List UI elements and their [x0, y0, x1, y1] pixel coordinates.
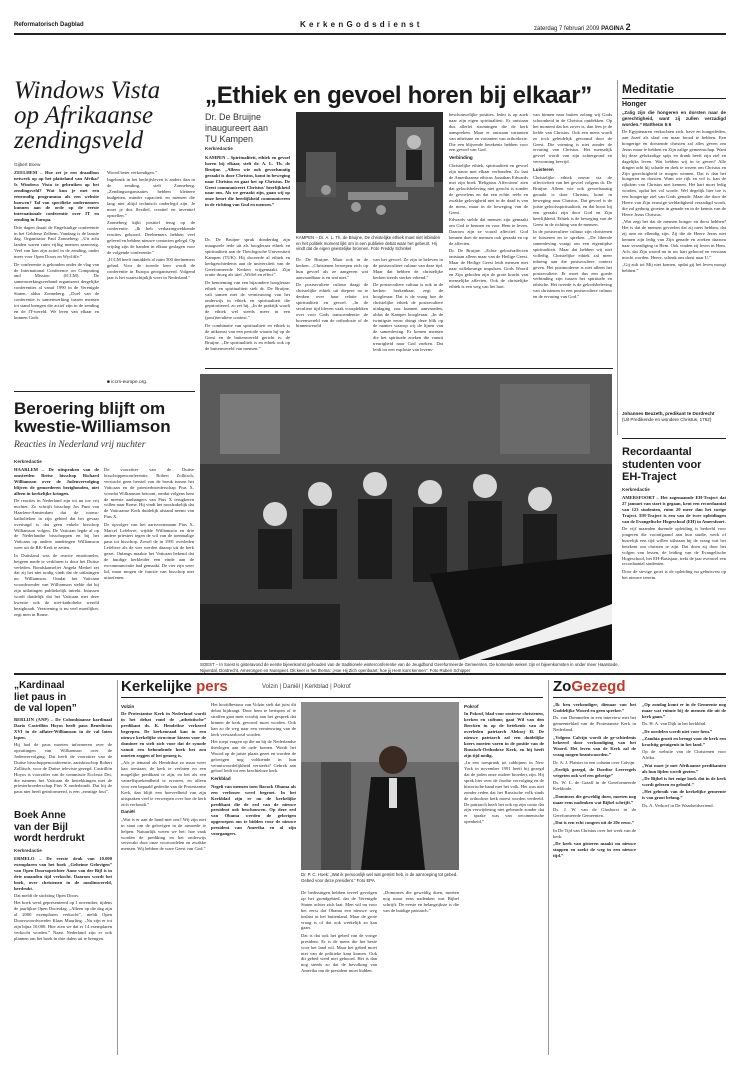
newspaper-name: Reformatorisch Dagblad	[14, 22, 84, 28]
vista-link[interactable]: ■ iccm-europe.org.	[107, 380, 148, 385]
meditatie-heading: Meditatie	[622, 82, 675, 96]
ethiek-headline: „Ethiek en gevoel horen bij elkaar”	[205, 82, 592, 109]
kardinaal-column: BERLIJN (ANP) – De Colombiaanse kardinaal Darío Castrillón Hoyos heeft paus Benedictus XVI in de affaire-Williamson in de val laten lopen. Hij had de paus moeten informeren over de opvattingen van Williamson over de Jodenvervolging. Dat heeft de voorzitter van de Duitse bisschoppenconferentie, aartsbisschop Robert Zollitsch, voor de Duitse televisie gezegd. Castrillón Hoyos is voorzitter van de commissie Ecclesia Dei, die namens het Vaticaan de betrekkingen met de priesterbroederschap Pius X onderhoudt. Dat hij de paus niet heeft geïnformeerd, is een „ernstige fout”.	[14, 717, 112, 795]
vista-title-line2: op Afrikaanse	[14, 102, 154, 129]
kampen-photo	[296, 112, 443, 233]
page-date: zaterdag 7 februari 2009 PAGINA 2	[534, 22, 631, 32]
kardinaal-headline: „Kardinaal liet paus in de val lopen”	[14, 680, 77, 714]
soest-photo	[200, 374, 612, 660]
subhead-volzin: Volzin	[121, 704, 135, 709]
zogezegd-column-1: „Ik ben verkondiger, dienaar van het Goddelijke Woord en geen spreker.” Ds. van Dommelen in een interview met het gemeenteblad van de Protestantse Kerk in Nederland. „Volgens Calvijn wordt de ge-schiedenis bekeerd door verkondiging van het Woord. Het leven van de Kerk zal de vraag mogen beantwoorden.” Dr. A. J. Plaisier in een column over Calvijn. „Eerlijk gezegd, de Dordtse Leerregels vergeten ook wel een gelovige” Ds. W. L. de Graaff in de Gereformeerde Kerkbode. „Dominees die geweldig doen, moeten nog maar eens nadenken wat Bijbel schrijft.” Ds. J. W. van de Glashorst in de Gereformeerde Gemeenten. „Dat is een echt congres uit de 20e eeuw.” In De Tijd van Christus over het werk van de kerk. „De kerk van gisteren maakt nu nieuwe stappen en zoekt de weg in een nieuwe tijd.”	[553, 702, 636, 858]
kerkelijke-pers-heading: Kerkelijke pers	[121, 678, 228, 695]
boek-kicker: Kerkredactie	[14, 848, 42, 853]
williamson-column-1: HAARLEM – De uitspraken van de omstreden Britse bisschop Richard Williamson over de Jodenvervolging blijven de gemoederen bezighouden, niet alleen in kerkelijke kringen. De reacties in Nederland zijn tot nu toe vrij nuchter. Zo schrijft bisschop Jos Punt van Haarlem-Amsterdam dat de rooms-katholieken in zijn gebied dat het gevaar overtuigd is dat geen enkele bisschop Williamson volgen. De Vaticaan legde al op de Nederlandse bisschoppen en bij het Vaticaan op andere aandringen Williamson weer uit de RK-Kerk te zetten. In Duitsland was de reactie emotioneler, hetgeen mede te verklaren is door het Duitse verleden. Bondskanselier Angela Merkel zei dat zij het niet nodig vindt dat de uitlatingen nu Williamson. Omdat het Vaticaan woordvoerder van Williamson stelde dat hij zijn uitlatingen publiekelijk intrekt. Intussen wordt duidelijk dat het Vaticaan met deze kwestie ook de niet-katholieke wereld bezighoudt. Verzoening is nu veel moeilijker, zegt men in Rome.	[14, 467, 99, 617]
meditatie-quote: „Zalig zijn die hongeren en dorsten naar de gerechtigheid, want zij zullen verzadigd worden.” Mattheüs 5:6	[622, 110, 726, 127]
subhead-verbinding: Verbinding	[449, 155, 473, 161]
kampen-caption: KAMPEN – Dr. A. L. Th. de Bruijne. De christelijke ethiek moet niet inbinden en het politiek moment lijkt om in een publieke debat waar het gebeurt. Hij vindt dat de eigen geestelijke bronnen. Foto Freddy Schinkel	[296, 235, 441, 251]
meditatie-subheading: Honger	[622, 101, 647, 108]
vista-column-1: ZEELHEM – Hoe zet je een draadloos netwerk op op het platteland van Afrika? Is Windows Vista te gebruiken op het zendingsveld? Wat kun je met een eenvoudig programma als een website bouwen? Tal van specifieke ondernemers kunnen aan de orde op de eerste internationale conferentie over IT en zending in Europa. Drie dagen draait de Engelstalige conferentie in het Geldersе Zelhem. Vandaag is de laatste dag. Organisator Paul Zonneberg: „Uit acht landen waren ruim vijftig mensen aanwezig. Veel van hen zijn actief in de zending, onder meer voor Open Doors en Wycliffe.” De conferentie is gehouden onder de vlag van de International Conference on Computing and Mission (ICCM). De samenwerkingsverband organiseert dergelijke conferenties al vanaf 1990 in de Verenigde Staten, aldus Zonneberg. „Doel van de conferentie is samenwerking tussen mensen tot stand brengen die actief zijn in de zending en de IT-wereld. We leren van elkaar en kunnen Gods	[14, 170, 99, 320]
meditatie-author: Johannes Beuzeth, predikant te Dordrecht (Uit Predikende en wondere Christus, 1752)	[622, 411, 715, 422]
ethiek-column-5: van binnen naar buiten zolang wij Gods schoonheid in de Christus ontdekken. Op het moment dat het zover is, dan lees je de liefde van Christus. Ook een mens wordt zo toch geleidelijk gevormd door de Geest. Die vorming is niet zonder de ervaring van Christus. Het menselijk gevoel wordt van zijn achtergrond en vervorming bevrijd. Luisteren Christelijke ethiek omvat via de affectiviteit van het gevoel volgens dr. De Bruijne. Alleen wie ook gevoelsmatig geraakt is door Christus, komt in beweging naar Christus. Dat gevoel is de juiste geloofsspiritualiteit, en dat hoort bij een geraakt zijn door God en Zijn heerlijkheid. Ethiek is de beweging van de Geest in de richting van de mensen. In de postseculiere cultuur zijn christenen te luisteren en te spreken. „De liberale samenleving vraagt om een eigentijdse spiritualiteit. Maar dat hebben wij niet volledig. Christelijke ethiek zal meer inbreng aan die postseculiere context geven. Het postmoderne is niet alleen het postseculiere. Er moet dus een goede verbinding zijn tussen het spirituele en ethische. Het tweede is de geloofsbeleving van christenen in een postseculiere cultuur en de ervaring van God.”	[533, 112, 612, 300]
subhead-kerkblad: Kerkblad	[211, 776, 231, 782]
vista-headline	[14, 78, 160, 153]
kp-column-3: De bedissingen hebben teveel gevolgen op het grondgebied, dat de Verenigde Staten achter zich laat. Men wil nu voor het eerst dat Obama een nieuwe weg inslaat in het buitenland. Maar de grote vraag is of dat ook werkelijk zo kan gaan. Dat is dat ook het gebed van de vorige president. Er is de mens die het beste voor het land wil. Maar het gebed moet niet van de politieke kant komen. Ook dit gebed werd niet gehoord. Het is dan nog steeds zo dat de bevolking van Amerika om de president moet bidden.	[301, 890, 377, 974]
ethiek-kicker: Kerkredactie	[205, 146, 233, 151]
vista-lead: ZEELHEM – Hoe zet je een draadloos netwerk op op het platteland van Afrika? Is Windows Vista te gebruiken op het zendingsveld? Wat kun je met een eenvoudig programma als een website bouwen? Tal van specifieke ondernemers kunnen aan de orde op de eerste internationale conferentie over IT en zending in Europa.	[14, 170, 99, 223]
eh-column: AMERSFOORT – Het zogenaamde EH-Traject dat 27 januari van start is gegaan, kent een recordaantal van 123 studenten, ruim 20 meer dan het vorige Traject. EH-Traject is een van de twee opleidingen van de Evangelische Hogeschool (EH) in Amersfoort. De vijf maanden durende opleiding is bedoeld voor jongeren die voorafgaand aan hun studie, werk of huwelijk een tijd willen stilstaan bij de vraag wat het betekent om christen te zijn. Dat doen zij door het volgen van lessen, de leiding van de Evangelische Hogeschool, het EH-Basisjaar, trekt de jaar evenwel een recordaantal studenten. Door de stevige groei is de opleiding nu gehuisvest op het nieuwe terrein.	[622, 495, 726, 580]
vista-title-line1: Windows Vista	[14, 77, 161, 104]
kp-column-1: Volzin De Protestantse Kerk in Nederland wordt in het debat rond de „atheïstische” predikant ds. K. Hendrikse verkeerd begrepen. De kerkenraad kan in een nieuwe kerkelijke structuur kiezen voor de dominee en stelt zich voor dat de synode vanuit een behoudende hoek het zou moeten zeggen of het genoeg is. „Als je iemand als Hendrikse zo maar weer kan toestaan, de kerk te verlaten en een mogelijke predikant te zijn, en het als een vanzelfsprekendheid te ervaren, en alleen voor een bepaald gedeelte van de Protestantse Kerk, dan blijft een hoeveelheid van zijn uitspraken veel te verwerpen over hoe de kerk zich verhoudt.” Daniël „Wat is er aan de hand met ons? Wij zijn niet in staat om de gelovigen in de armoede te helpen. Natuurlijk weten we het: hoe vaak worden de prediking en het onderwijs verzwakt door onze vooroordelen en zwakke mensen. Wij hebben de ware Geest van God.”	[121, 704, 206, 852]
zogezegd-column-2: „Op zondag komt er in de Gemeente nog maar wat ruimte bij de mensen die uit de kerk gaan.” Ds. H. A. van Dijk in het kerkblad. „De oordelen wordt niet voor hem.” „Zambia groeit en brengt voor de kerk een krachtig getuigenis in het land.” Op de website van de Christenen voor Afrika. „Wat moet je met Afrikaanse predikanten als hun lijden wordt gezien.” „De Bijbel is het enige boek dat in de kerk wordt gelezen en geloofd.” „Het gebruik van de kerkelijke gemeente is van groot belang.” Ds. A. Verhoef in De Waarheidsvriend.	[642, 702, 726, 808]
boek-column: ERMELO – De eerste druk van 10.000 exemplaren van het boek „Geheime Gelovigen” van Open Doorsoprichter Anne van der Bijl is in drie maanden tijd verkocht. Daarom wordt het boek, over christenen in de moslimwereld, herdrukt. Dat meldt de stichting Open Doors. Het boek werd gepresenteerd op 1 november, tijdens de jaarlijkse Open Doorsdag. „Alleen op die dag zijn al 2000 exemplaren verkocht”, meldt Open Doorswoordvoerder Klaas Muurling. „Nu zijn er tot zijn bijna 10.000. Hier zien we dat er 14 exemplaren verkocht worden.” Naast Nederland zijn er ook plannen om het boek in drie dalen uit te brengen.	[14, 856, 112, 941]
williamson-headline: Beroering blijft om kwestie-Williamson	[14, 399, 171, 436]
ethiek-column-4: beschouwelijke posities. Ieder is op zoek naar zijn eigen spiritualiteit. Er ontstaan dus allerlei stromingen die de kerk aanspreken. Maar er ontstaan varianten van atheïsme en varianten van orthodoxie. Die een blijvende betekenis hebben voor een gevoel van God. Verbinding Christelijke ethiek, spiritualiteit en gevoel zijn nauw met elkaar verbonden. Zo laat de Amerikaanse ethicus Jonathan Edwards met zijn boek 'Religious Affections' zien dat geloofsbeleving niet gericht is zonder de gevoelens en dat een echte, reële en zwakke gelovigheid niet in de daad is van de mens, maar in de beweging van de Geest. Edwards stelde dat mensen zijn gemaakt om God te kennen en voor Hem te leven. Daarom zijn ze vooral affectief. God kennen doet de mensen ook geraakt en op de affecten. Dr. De Bruijne. „Echte geloofsaffecten ontstaan alleen maar van de Heilige Geest. Maar de Heilige Geest leidt mensen niet naar willekeurige impulsen. Gods Woord en Zijn geboden zijn de grote kracht van menselijke affecten. Ook de christelijke ethiek is een weg van het hart.	[449, 112, 528, 289]
lecture-hall-illustration	[296, 112, 443, 233]
williamson-column-2: De voorzitter van de Duitse bisschoppenconferentie, Robert Zollitsch, verwacht geen herstel van de breuk tussen het Vaticaan en de priesterbroederschap Pius X, voordat Williamson betoont, omdat volgens hem de meeste aanhangers van Pius X terugkeren willen naar Rome. Hij vindt het noodzakelijk dat de Vaticaanse Kerk duidelijk afstand neemt van Pius X. De opvolger van het aartsvormnaam Pius X, Marcel Lefebvre, wijdde Williamson en drie andere priesters tegen de wil van de toenmalige paus tot bisschop. Zowel de in 1991 overleden Lefebvre als de vier werden daarop uit de kerk gezet. Onlangs maakte het Vaticaan bekend dat de huidige kerkleider een einde aan de excommunicatie had gemaakt. De vier zijn weer lid, maar mogen de functie van bisschop niet uitoefenen.	[104, 467, 194, 580]
eh-headline: Recordaantal studenten voor EH-Traject	[622, 446, 702, 483]
ethiek-column-3: van het gevoel. Ze zijn te beleven in de postseculiere cultuur van deze tijd. Maar dat hebben de christelijke kerken steeds sterker erkend.” De postseculiere cultuur is ook in de kerken herkenbaar, zegt de hoogleraar. Dat is de vraag hoe de christelijke ethiek de postseculiere uitdaging zou kunnen aanvaarden, aldus de Kamper hoogleraar. „In de twintigste eeuw dringt deze blik op de manier waarop wij de lijnen van de samenleving. Er komen mensen die het spirituele zoeken die vanuit treurigheid naar God zoeken. Dat leidt tot een explosie van levens-	[373, 257, 443, 353]
ethiek-subheadline: Dr. De Bruijne inaugureert aan TU Kampen	[205, 112, 269, 144]
soest-caption: SOEST – In Soest is gisteravond de eerste bijeenkomst gehouden van de traditionele winterconferentie van de Jeugdbond Gereformeerde Gemeenten. De komende weken zijn er bijeenkomsten in onder meer Haarstede, Nijverdal, Dordrecht, Amerongen en Nunspeet. Dit keer is het thema: „Hoe Hij Zich openbaart; hoe jij Hem kunt kennen”. Foto Ruben Schipper	[200, 662, 619, 673]
kerkelijke-sources: Volzin | Daniël | Kerkblad | Pokrof	[262, 684, 351, 690]
ethiek-column-2: Dr. De Bruijne. Maar ook in de kerken. „Christenen beroepen zich op hun gevoel als ze aangeven wat aanvaardbaar is en wat niet.” De postseculiere cultuur daagt de christelijke ethiek uit diepere na te denken over haar relatie tot spiritualiteit en gevoel. „In de seculiere tijd bleven vaak voorplekken over voor Gods transcendentie: de bovenwereld van de orthodoxie of de binnenwereld	[296, 257, 368, 329]
president-portrait-illustration	[301, 702, 459, 870]
header-rule	[14, 33, 726, 35]
vista-byline: Gijbert Boew	[14, 162, 41, 167]
vista-title-line3: zendingsveld	[14, 127, 144, 154]
kp-column-5: Pokrof In Pokrof, blad voor oosterse christenen, kerken en cultuur, gaat Wil van den Bercken in op de betekenis van de overleden patriarch Aleksej II. De nieuwe patriarch zal een duidelijke koers moeten varen in de positie van de Russisch-Orthodoxe Kerk, en hij heeft zijn tijd nodig. „In een toespraak tot rabbijnen in New York in november 1991 heeft hij gezegd dat de joden onze oudere broeders zijn. Hij sprak hier over de Joodse vervolging en de historische band met het volk. Het was niet zonder reden dat het Russische volk sinds de orthodoxe kerk moest worden verdeeld. De patriarch heeft het ook op zijn conto dat zijn verwijdering niet gebeurde zonder dat er sprake was van oecumenische openheid.”	[464, 704, 544, 825]
vista-column-2: Woord beter verkondigen.” Ingebruik in het bedrijfsleven is anders dan in de zending, stelt Zonneberg. „Zendingsorganisaties hebben kleinere budgetten, minder capaciteit en mensen die lang niet altijd technisch onderlegd zijn. Je moet je dus flexibel, creatief en inventief opstellen.” Zonneberg kijkt positief terug op de conferentie. „Ik heb verbazingwekkende reacties gehoord. Deelnemers hebben veel geleerd en hebben nieuwe contacten gelegd. Op vrijdag zijn de handen in elkaar geslagen voor de volgende conferentie.” „ICCM heeft inmiddels al ruim 500 deelnemers gehad. Voor de tweede keer wordt de conferentie in Europa georganiseerd. Volgend jaar is het waarschijnlijk weer in Nederland.”	[107, 170, 195, 280]
obama-caption: Dr. P. C. Hoek: „Wat ik persoonlijk wel wat gemist heb, is de aanroeping tot gebed. Gebed voor deze president.” Foto EPA	[301, 872, 458, 883]
williamson-kicker: Kerkredactie	[14, 459, 42, 464]
williamson-subtitle: Reacties in Nederland vrij nuchter	[14, 440, 146, 450]
ethiek-column-1: Dr. De Bruijne sprak donderdag zijn inaugurele rede uit als hoogleraar ethiek en spiritualiteit aan de Theologische Universiteit Kampen (TUK). Hij doceerde al ethiek en kerkgeschiedenis aan de universiteit van de Gereformeerde Kerken vrijgemaakt. Zijn oratie droeg als titel „Wiffel en effect”. De benoeming van een bijzondere hoogleraar ethiek en spiritualiteit stelt dr. De Bruijne, valt samen met de vernieuwing van het onderwijs in ethiek en spiritualiteit die geprioriteerd, zo zei hij. „In de praktijk wordt de ethiek wel steeds meer in een (post)seculiere context.” De combinatie van spiritualiteit en ethiek is de uitkomst van een periode waarin hij op de Geest en de buitenwereld gericht is; de Bruijne. „De spiritualiteit is en ethiek ook op de buitenwereld van mensen.”	[205, 237, 290, 352]
ethiek-lead-col: KAMPEN – Spiritualiteit, ethiek en gevoel horen bij elkaar, stelt dr. A. L. Th. de Bruijne. „Alleen wie ook gevoelsmatig geraakt is door Christus, komt in beweging naar Christus en gaat het op Christus. De Geest communiceert Christus' heerlijkheid naar ons. Als we geraakt zijn, gaan wij op onze beurt die heerlijkheid communiceren in de richting van God en mensen.”	[205, 155, 290, 208]
subhead-pokrof: Pokrof	[464, 704, 479, 709]
choir-piano-illustration	[200, 374, 612, 660]
subhead-luisteren: Luisteren	[533, 167, 554, 173]
obama-photo	[301, 702, 459, 870]
kp-column-2: Het hoofdbestuur van Volzin stelt dat juist dit debat bijdraagt. Door hem te berispen of te straffen gaat men voorbij aan het gesprek dat binnen de kerk gevoerd moet worden. Ook kan zo de weg naar een vernieuwing van de kerk verwaarloosd worden. Het roept vragen op die nu bij de Nederlandse theologen aan de orde komen. Wordt het Woord op de juiste plaats gezet en worden de gelovigen nog voldoende in hun verantwoordelijkheid versterkt? Gebrek aan geloof leidt tot een krachteloze kerk. Kerkblad Negeli van mensen toen Barack Obama als een verlosser werd begroet. In het Kerkblad zijn er nu de kerkelijke predikant die de eed van de nieuwe president ook beschouwen. Op deze eed van Obama werden de gelovigen opgeroepen om te bidden voor de nieuwe president van Amerika en al zijn voorgangers.	[211, 702, 296, 837]
kp-column-4: „Dominees die geweldig doen, moeten nog maar eens nadenken wat Bijbel schrijft. De eerste en belangrijkste is die van de huidige patriarch.”	[383, 890, 459, 913]
eh-kicker: Kerkredactie	[622, 487, 650, 492]
section-title: K e r k e n G o d s d i e n s t	[300, 20, 420, 29]
zogezegd-heading: ZoGezegd	[553, 678, 626, 695]
meditatie-column: „Zalig zijn die hongeren en dorsten naar de gerechtigheid, want zij zullen verzadigd worden.” Mattheüs 5:6 De Egyptenaren verkochten zich, have en hongerleden, aan Jozef als slaaf om maar brood te hebben. Een hongerige en dorstende christen zal alles geven om Jezus maar te hebben en Zijn zalige gemeenschap. Want hij deze gelukzalige spijs en drank heeft zijn ziel en dagelijks leven. Wat hebben wij in te geven? Alle dingen acht hij schade en drek te wezen om Christus en Zijn gerechtigheid te mogen winnen. Dat is dan het hongeren en dorsten. Want wie rijk en vol is, kan de rijkdom van Christus niet kennen. Het hart moet ledig worden, opdat het vol worde. Wel degelijk hier toe is een hongerige ziel van Gods genade. Maar die door de Heere van Zijn eeuwige weldadigheid verzadigd wordt, die zal gedurig groeien in genade en in de kennis van de Heere Jezus Christus. „Wat zegt het dat de mensen honger en dorst hebben? Het is dat de mensen gevoelen dat zij niets hebben, dat zij arm en ellendig zijn. Zij die de Heere Jezus niet kennen zijn ledig van Zijn genade en zoeken daarom naar verzadiging in Hem. Ook vinden zij leven in Hem. Ach, dat Zijn woord nu in uw hart gehoord en verstaan mocht worden. Heere, schenk ons dorst naar U.” „Gij zult tot Mij niet komen, opdat gij het leven moogt hebben.”	[622, 110, 726, 274]
subhead-daniel: Daniël	[121, 809, 135, 815]
boek-headline: Boek Anne van der Bijl wordt herdrukt	[14, 810, 85, 844]
